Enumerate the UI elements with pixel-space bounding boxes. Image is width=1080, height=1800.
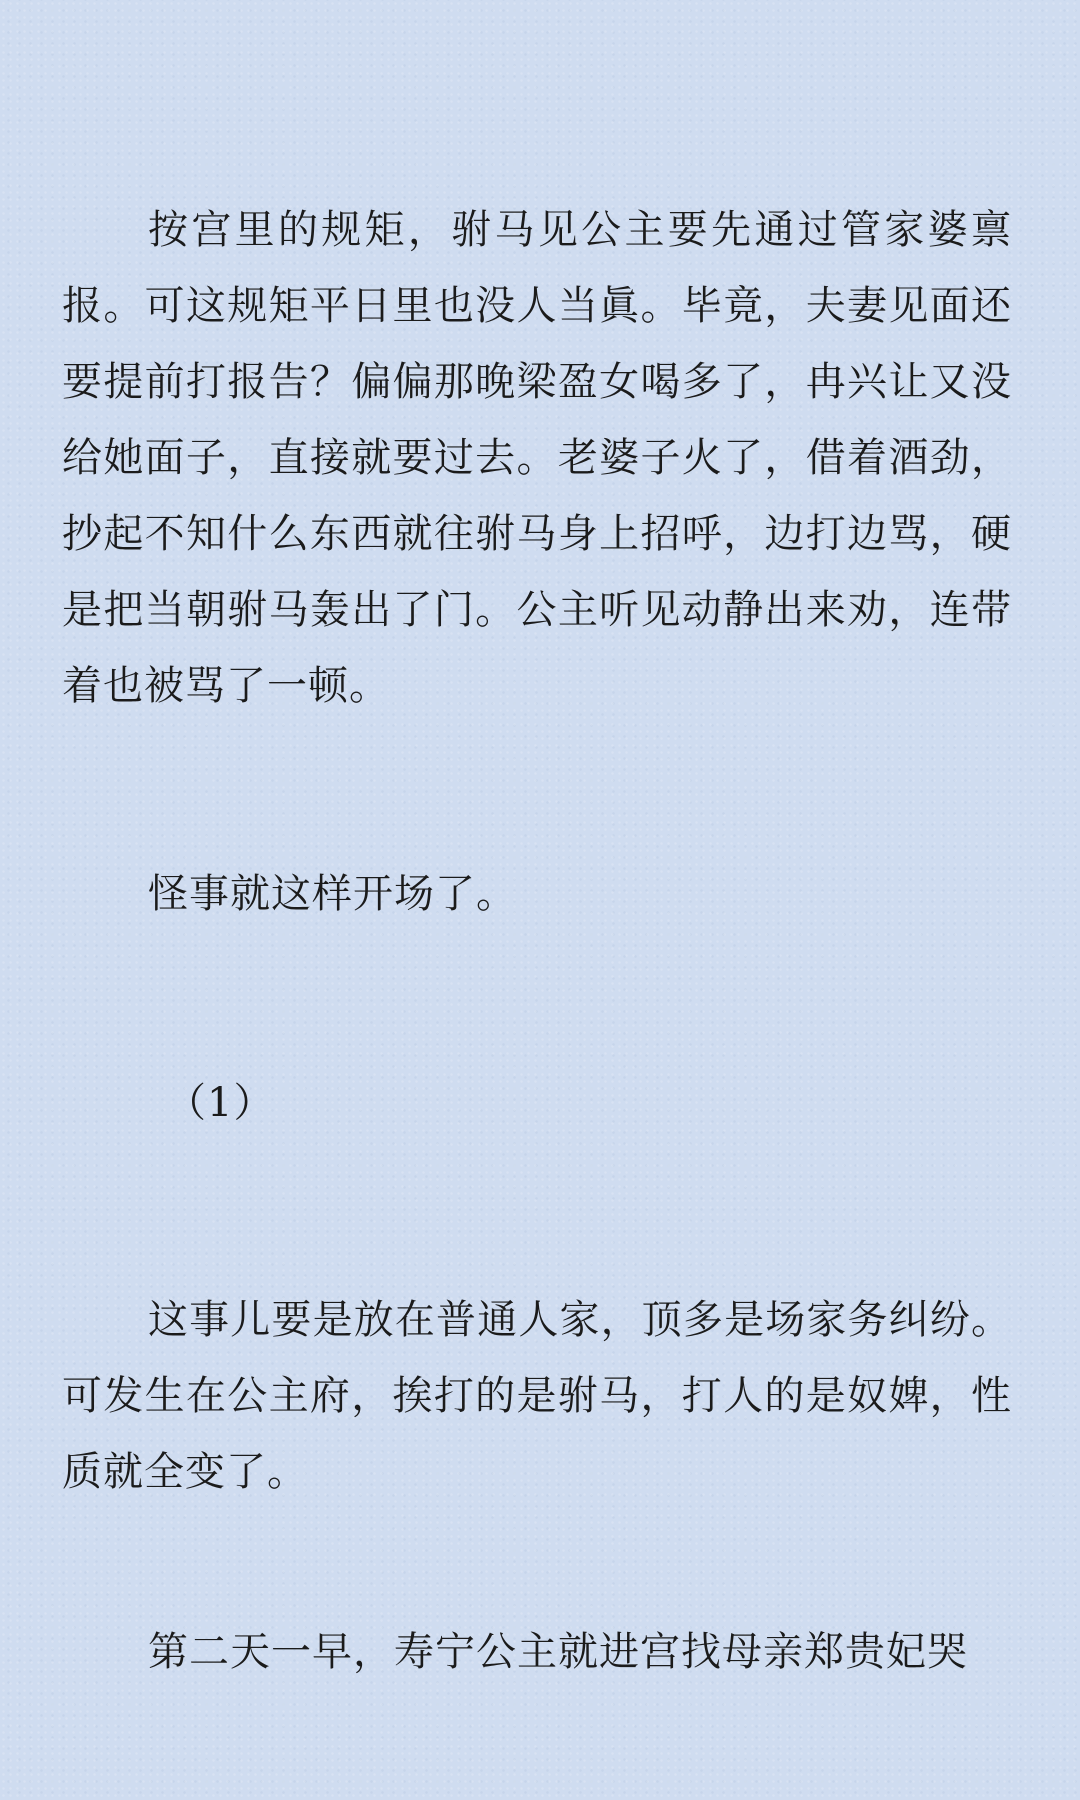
paragraph: 怪事就这样开场了。	[148, 871, 517, 917]
section-number: （1）	[166, 1080, 275, 1126]
paragraph: 这事儿要是放在普通人家，顶多是场家务纠纷。可发生在公主府，挨打的是驸马，打人的是奴婢，性质就全变了。	[62, 1297, 1012, 1495]
paragraph: 按宫里的规矩，驸马见公主要先通过管家婆禀报。可这规矩平日里也没人当眞。毕竟，夫妻见面还要提前打报告？偏偏那晚梁盈女喝多了，冉兴让又没给她面子，直接就要过去。老婆子火了，借着酒劲，抄起不知什么东西就往驸马身上招呼，边打边骂，硬是把当朝驸马轰出了门。公主听见动静出来劝，连带着也被骂了一顿。	[62, 207, 1012, 709]
paragraph: 第二天一早，寿宁公主就进宫找母亲郑贵妃哭	[148, 1629, 968, 1675]
